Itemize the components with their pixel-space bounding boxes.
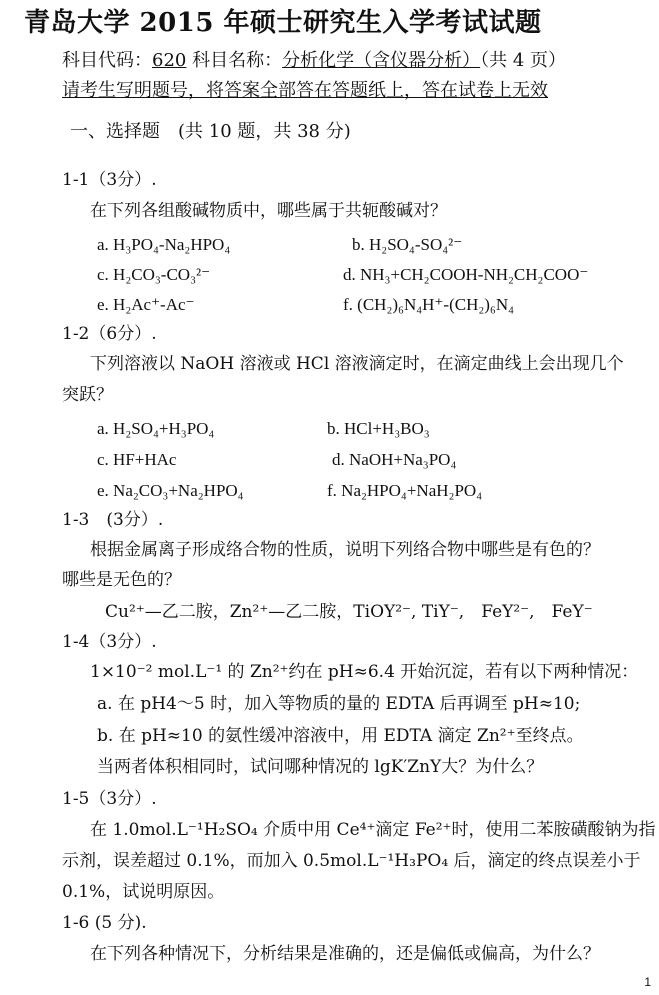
option-1-1-b: b. H₂SO₄-SO₄²⁻ xyxy=(352,235,463,254)
option-1-1-d: d. NH₃+CH₂COOH-NH₂CH₂COO⁻ xyxy=(343,265,589,284)
question-1-3-stem-line2: 哪些是无色的？ xyxy=(62,570,181,590)
option-1-1-c: c. H₂CO₃-CO₃²⁻ xyxy=(97,265,211,284)
question-1-5-heading: 1-5（3分）. xyxy=(62,789,157,809)
page-number: 1 xyxy=(644,975,651,989)
page-count: （共 4 页） xyxy=(480,50,566,71)
option-1-2-e: e. Na₂CO₃+Na₂HPO₄ xyxy=(97,481,244,500)
subject-code: 620 xyxy=(152,50,187,71)
question-1-3-heading: 1-3 (3分）. xyxy=(62,510,164,530)
question-1-1-stem: 在下列各组酸碱物质中，哪些属于共轭酸碱对？ xyxy=(90,201,447,221)
question-1-5-line3: 0.1%，试说明原因。 xyxy=(62,882,225,902)
question-1-2-stem-line1: 下列溶液以 NaOH 溶液或 HCl 溶液滴定时，在滴定曲线上会出现几个 xyxy=(90,354,624,374)
option-1-1-a: a. H₃PO₄-Na₂HPO₄ xyxy=(97,235,231,254)
question-1-5-line1: 在 1.0mol.L⁻¹H₂SO₄ 介质中用 Ce⁴⁺滴定 Fe²⁺时，使用二苯胺磺酸钠为指 xyxy=(90,820,656,840)
question-1-4-case-b: b. 在 pH≈10 的氨性缓冲溶液中，用 EDTA 滴定 Zn²⁺至终点。 xyxy=(97,726,584,746)
option-1-2-c: c. HF+HAc xyxy=(97,450,177,469)
option-1-2-b: b. HCl+H₃BO₃ xyxy=(327,419,430,438)
option-1-2-d: d. NaOH+Na₃PO₄ xyxy=(332,450,457,469)
question-1-5-line2: 示剂，误差超过 0.1%，而加入 0.5mol.L⁻¹H₃PO₄ 后，滴定的终点误差小于 xyxy=(62,851,641,871)
question-1-4-stem: 1×10⁻² mol.L⁻¹ 的 Zn²⁺约在 pH≈6.4 开始沉淀，若有以下两种情况： xyxy=(90,662,639,682)
question-1-4-heading: 1-4（3分）. xyxy=(62,632,157,652)
option-1-2-a: a. H₂SO₄+H₃PO₄ xyxy=(97,419,215,438)
option-1-1-f: f. (CH₂)₆N₄H⁺-(CH₂)₆N₄ xyxy=(343,295,515,314)
question-1-2-heading: 1-2（6分）. xyxy=(62,324,157,344)
answer-notice: 请考生写明题号，将答案全部答在答题纸上，答在试卷上无效 xyxy=(62,80,548,101)
section-heading: 一、选择题 (共 10 题，共 38 分) xyxy=(70,121,351,142)
question-1-3-stem-line1: 根据金属离子形成络合物的性质，说明下列络合物中哪些是有色的？ xyxy=(90,540,600,560)
subject-info xyxy=(62,52,566,70)
code-label: 科目代码： xyxy=(62,50,152,71)
question-1-2-stem-line2: 突跃？ xyxy=(62,385,113,405)
option-1-1-e: e. H₂Ac⁺-Ac⁻ xyxy=(97,295,195,314)
option-1-2-f: f. Na₂HPO₄+NaH₂PO₄ xyxy=(327,481,483,500)
subject-name: 分析化学（含仪器分析） xyxy=(282,50,481,71)
question-1-4-ask: 当两者体积相同时，试问哪种情况的 lgK′ZnY大？为什么？ xyxy=(97,757,544,777)
question-1-6-stem: 在下列各种情况下，分析结果是准确的，还是偏低或偏高，为什么？ xyxy=(90,944,600,964)
question-1-4-case-a: a. 在 pH4～5 时，加入等物质的量的 EDTA 后再调至 pH≈10; xyxy=(97,694,581,714)
question-1-6-heading: 1-6 (5 分). xyxy=(62,913,147,933)
question-1-3-complex-list: Cu²⁺—乙二胺，Zn²⁺—乙二胺，TiOY²⁻, TiY⁻, FeY²⁻, FeY⁻ xyxy=(105,602,593,622)
exam-title: 青岛大学 2015 年硕士研究生入学考试试题 xyxy=(24,8,542,38)
question-1-1-heading: 1-1（3分）. xyxy=(62,170,157,190)
name-label: 科目名称： xyxy=(186,50,283,71)
